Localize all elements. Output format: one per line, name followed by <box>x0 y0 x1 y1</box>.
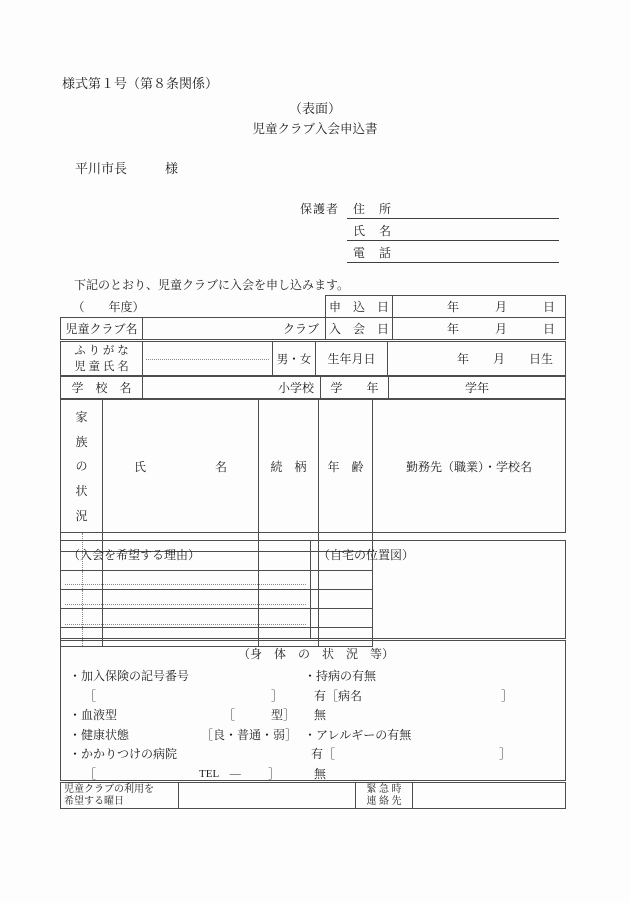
family-header-name-mei: 名 <box>214 459 227 474</box>
emergency-contact-label <box>356 783 413 809</box>
usage-days-field <box>179 783 356 809</box>
guardian-block <box>300 197 559 263</box>
family-header-workplace: 勤務先（職業）・学校名 <box>373 400 566 533</box>
physical-title: （身 体 の 状 況 等） <box>237 647 394 661</box>
reason-map-table <box>60 540 566 639</box>
insurance-bracket-open: ［ <box>84 688 97 703</box>
page-title: 児童クラブ入会申込書 <box>252 122 378 136</box>
addressee-name: 平川市長 <box>75 161 128 176</box>
usage-days-label-line1: 児童クラブの利用を <box>64 784 154 795</box>
child-name-table <box>60 341 566 376</box>
health-options-bracket: ［良・普通・弱］ <box>201 727 298 742</box>
child-name-label: 児 童 氏 名 <box>74 360 129 373</box>
blood-type-bracket: ［ 型］ <box>223 708 296 722</box>
health-label: ・健康状態 <box>69 727 130 742</box>
reason-cell <box>61 541 311 639</box>
apply-date-label: 申 込 日 <box>326 296 393 318</box>
club-name-field: クラブ <box>143 318 326 340</box>
family-vertical-label-cell <box>61 400 103 533</box>
allergy-label: ・アレルギーの有無 <box>304 727 412 742</box>
family-vertical-label-char: の <box>75 459 88 474</box>
furigana-separator-line <box>146 359 269 360</box>
intro-text: 下記のとおり、児童クラブに入会を申し込みます。 <box>74 278 350 292</box>
side-label: （表面） <box>288 101 341 116</box>
home-map-caption: （自宅の位置図） <box>318 548 415 562</box>
family-vertical-label <box>64 400 99 532</box>
hospital-tel-label: TEL ― <box>199 767 241 780</box>
furigana-label: ふ り が な <box>74 344 129 357</box>
birthdate-value-cell: 年 月 日生 <box>388 342 566 376</box>
addressee-line <box>75 158 178 177</box>
school-table <box>60 376 566 399</box>
join-date-label: 入 会 日 <box>326 318 393 340</box>
family-vertical-label-char: 家 <box>75 409 88 424</box>
fiscal-year-cell: （ 年度） <box>72 299 145 314</box>
guardian-phone-field: 電 話 <box>347 241 559 263</box>
hospital-label: ・かかりつけの病院 <box>69 747 178 761</box>
sex-options: 男・女 <box>273 342 316 376</box>
guardian-name-field: 氏 名 <box>347 219 559 241</box>
home-map-cell <box>311 541 566 639</box>
insurance-label: ・加入保険の記号番号 <box>69 669 190 683</box>
family-vertical-label-char: 況 <box>75 509 88 524</box>
allergy-no-option: 無 <box>314 766 327 781</box>
guardian-label: 保護者 <box>300 202 340 216</box>
school-label: 学 校 名 <box>61 377 143 399</box>
apply-date-value-cell: 年 月 日 <box>393 296 566 318</box>
application-header-table <box>60 295 566 340</box>
family-header-name <box>103 400 259 533</box>
blood-type-label: ・血液型 <box>69 708 118 722</box>
insurance-bracket-close: ］ <box>271 688 284 703</box>
reason-write-line <box>65 604 306 605</box>
disease-bracket-close: ］ <box>501 688 514 703</box>
physical-table <box>60 640 566 781</box>
emergency-contact-label-line2: 連 絡 先 <box>366 795 402 807</box>
grade-label: 学 年 <box>321 377 389 399</box>
birthdate-label: 生年月日 <box>316 342 388 376</box>
family-header-age: 年 齢 <box>319 400 373 533</box>
reason-caption: （入会を希望する理由） <box>68 548 201 562</box>
usage-days-label-line2: 希望する曜日 <box>64 795 124 807</box>
addressee-honorific: 様 <box>165 161 179 176</box>
form-number: 様式第１号（第８条関係） <box>62 76 219 91</box>
family-header-name-sei: 氏 <box>134 459 147 474</box>
emergency-contact-label-line1: 緊 急 時 <box>366 784 402 795</box>
hospital-bracket-open: ［ <box>84 766 97 781</box>
disease-yes-option: 有［病名 <box>314 688 363 703</box>
join-date-value-cell: 年 月 日 <box>393 318 566 340</box>
family-vertical-label-char: 族 <box>75 434 88 449</box>
child-name-label-cell <box>61 342 143 376</box>
disease-label: ・持病の有無 <box>304 669 377 683</box>
allergy-yes-option: 有［ <box>311 747 336 761</box>
family-header-relation: 続 柄 <box>259 400 319 533</box>
family-vertical-label-char: 状 <box>75 484 88 499</box>
emergency-contact-field <box>413 783 566 809</box>
bottom-table <box>60 782 566 809</box>
child-name-field <box>143 342 273 376</box>
grade-value-cell: 学年 <box>389 377 566 399</box>
guardian-address-field: 住 所 <box>347 197 559 219</box>
guardian-fields <box>347 197 559 263</box>
school-name-field: 小学校 <box>143 377 321 399</box>
disease-no-option: 無 <box>314 708 327 722</box>
hospital-bracket-close: ］ <box>268 766 281 781</box>
usage-days-label <box>61 783 179 809</box>
reason-write-line <box>65 624 306 625</box>
club-name-label: 児童クラブ名 <box>61 318 143 340</box>
reason-write-line <box>65 584 306 585</box>
allergy-bracket-close: ］ <box>499 747 512 761</box>
physical-body <box>69 667 561 781</box>
physical-condition-cell <box>61 641 566 781</box>
family-header-row <box>61 400 566 533</box>
